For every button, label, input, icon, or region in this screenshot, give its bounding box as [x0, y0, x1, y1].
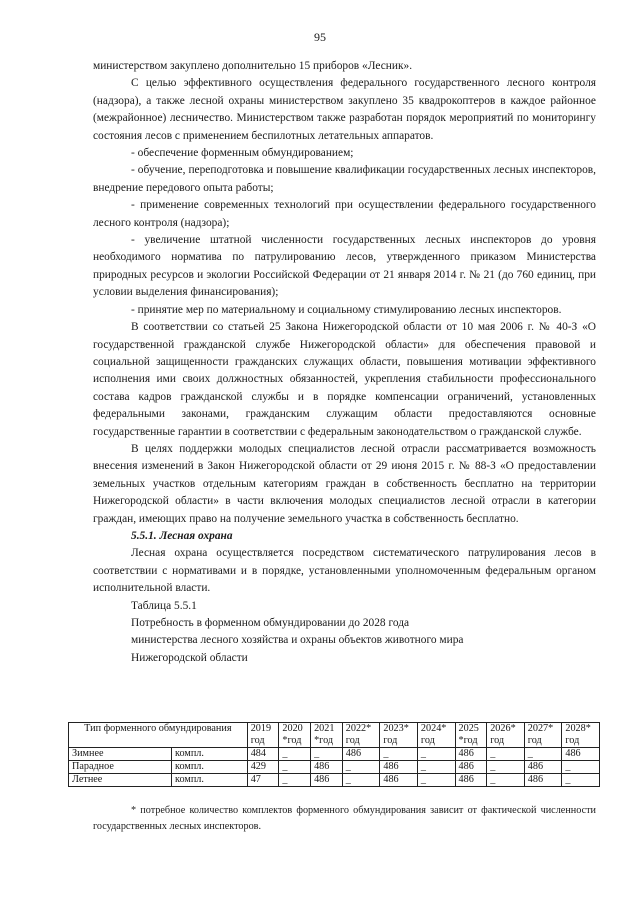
footnote-text: * потребное количество комплектов форменного обмундирования зависит от фактической численности государственных лесных инспекторов. — [93, 805, 596, 832]
section-heading: 5.5.1. Лесная охрана — [131, 529, 233, 542]
quantity-cell: 486 — [380, 774, 418, 787]
quantity-cell: _ — [279, 748, 311, 761]
table-label: Таблица 5.5.1 — [131, 599, 197, 612]
year-header: 2028* год — [562, 723, 600, 748]
uniform-type-cell: Летнее — [69, 774, 172, 787]
quantity-cell: _ — [417, 761, 455, 774]
year-header: 2021 *год — [311, 723, 343, 748]
quantity-cell: _ — [279, 774, 311, 787]
paragraph: Лесная охрана осуществляется посредством систематического патрулирования лесов в соответствии с нормативами и в порядке, установленными уполномоченным федеральным органом исполнительной власти. — [93, 547, 596, 595]
unit-cell: компл. — [172, 774, 248, 787]
quantity-cell: _ — [311, 748, 343, 761]
uniform-table — [68, 722, 600, 787]
paragraph: министерством закуплено дополнительно 15 приборов «Лесник». — [93, 60, 413, 72]
paragraph: В целях поддержки молодых специалистов лесной отрасли рассматривается возможность внесения изменений в Закон Нижегородской области от 29 июня 2015 г. № 88-З «О предоставлении земельных участков отдельным категориям граждан в собственность бесплатно на территории Нижегородской области» в части включения молодых специалистов лесной отрасли в категории граждан, имеющих право на получение земельного участка в собственность бесплатно. — [93, 442, 596, 525]
quantity-cell: _ — [417, 774, 455, 787]
year-header: 2023* год — [380, 723, 418, 748]
list-item: - обеспечение форменным обмундированием; — [131, 147, 354, 160]
list-item: - принятие мер по материальному и социальному стимулированию лесных инспекторов. — [131, 303, 562, 316]
list-item: - увеличение штатной численности государственных лесных инспекторов до уровня необходимого норматива по патрулированию лесов, утвержденного приказом Министерства природных ресурсов и экологии Российской Федерации от 21 января 2014 г. № 21 (до 760 единиц, при условии выделения финансирования); — [93, 234, 596, 299]
year-header: 2022* год — [342, 723, 380, 748]
quantity-cell: 486 — [342, 748, 380, 761]
quantity-cell: _ — [524, 748, 562, 761]
year-header: 2024* год — [417, 723, 455, 748]
uniform-type-cell: Зимнее — [69, 748, 172, 761]
quantity-cell: 486 — [380, 761, 418, 774]
table-row — [69, 748, 600, 761]
year-header: 2025 *год — [455, 723, 487, 748]
list-item: - применение современных технологий при осуществлении федерального государственного лесного контроля (надзора); — [93, 199, 596, 229]
table-row — [69, 774, 600, 787]
quantity-cell: 486 — [524, 774, 562, 787]
quantity-cell: _ — [562, 761, 600, 774]
unit-cell: компл. — [172, 761, 248, 774]
quantity-cell: 486 — [311, 774, 343, 787]
year-header: 2019 год — [247, 723, 279, 748]
quantity-cell: 484 — [247, 748, 279, 761]
table-caption-line: Потребность в форменном обмундировании до 2028 года — [131, 617, 410, 629]
quantity-cell: _ — [380, 748, 418, 761]
table-caption-line: министерства лесного хозяйства и охраны объектов животного мира — [131, 634, 464, 647]
quantity-cell: _ — [417, 748, 455, 761]
body-text — [93, 58, 596, 667]
page-number: 95 — [314, 30, 326, 44]
unit-cell: компл. — [172, 748, 248, 761]
quantity-cell: _ — [487, 761, 525, 774]
table-row — [69, 761, 600, 774]
quantity-cell: 486 — [455, 774, 487, 787]
quantity-cell: _ — [562, 774, 600, 787]
quantity-cell: _ — [487, 748, 525, 761]
quantity-cell: 486 — [524, 761, 562, 774]
paragraph: В соответствии со статьей 25 Закона Нижегородской области от 10 мая 2006 г. № 40-З «О государственной гражданской службе Нижегородской области» для обеспечения правовой и социальной защищенности гражданских служащих области, повышения мотивации эффективного исполнения ими своих должностных обязанностей, укрепления стабильности профессионального состава кадров гражданской службы и в порядке компенсации ограничений, установленных федеральными законами, гражданским служащим области предоставляются основные государственные гарантии в соответствии с федеральным законодательством о гражданской службе. — [93, 321, 596, 438]
quantity-cell: _ — [342, 761, 380, 774]
quantity-cell: _ — [487, 774, 525, 787]
year-header: 2020 *год — [279, 723, 311, 748]
table-header-row — [69, 723, 600, 748]
quantity-cell: _ — [279, 761, 311, 774]
quantity-cell: 486 — [455, 761, 487, 774]
quantity-cell: _ — [342, 774, 380, 787]
table-caption-line: Нижегородской области — [131, 651, 248, 664]
quantity-cell: 486 — [562, 748, 600, 761]
uniform-type-cell: Парадное — [69, 761, 172, 774]
quantity-cell: 486 — [455, 748, 487, 761]
quantity-cell: 486 — [311, 761, 343, 774]
paragraph: С целью эффективного осуществления федерального государственного лесного контроля (надзора), а также лесной охраны министерством закуплено 35 квадрокоптеров в каждое районное (межрайонное) лесничество. Министерством также разработан порядок мероприятий по мониторингу состояния лесов с применением беспилотных летательных аппаратов. — [93, 77, 596, 142]
year-header: 2026* год — [487, 723, 525, 748]
footnote — [93, 803, 596, 835]
quantity-cell: 47 — [247, 774, 279, 787]
list-item: - обучение, переподготовка и повышение квалификации государственных лесных инспекторов, внедрение передового опыта работы; — [93, 164, 596, 194]
quantity-cell: 429 — [247, 761, 279, 774]
type-header: Тип форменного обмундирования — [69, 723, 248, 748]
year-header: 2027* год — [524, 723, 562, 748]
